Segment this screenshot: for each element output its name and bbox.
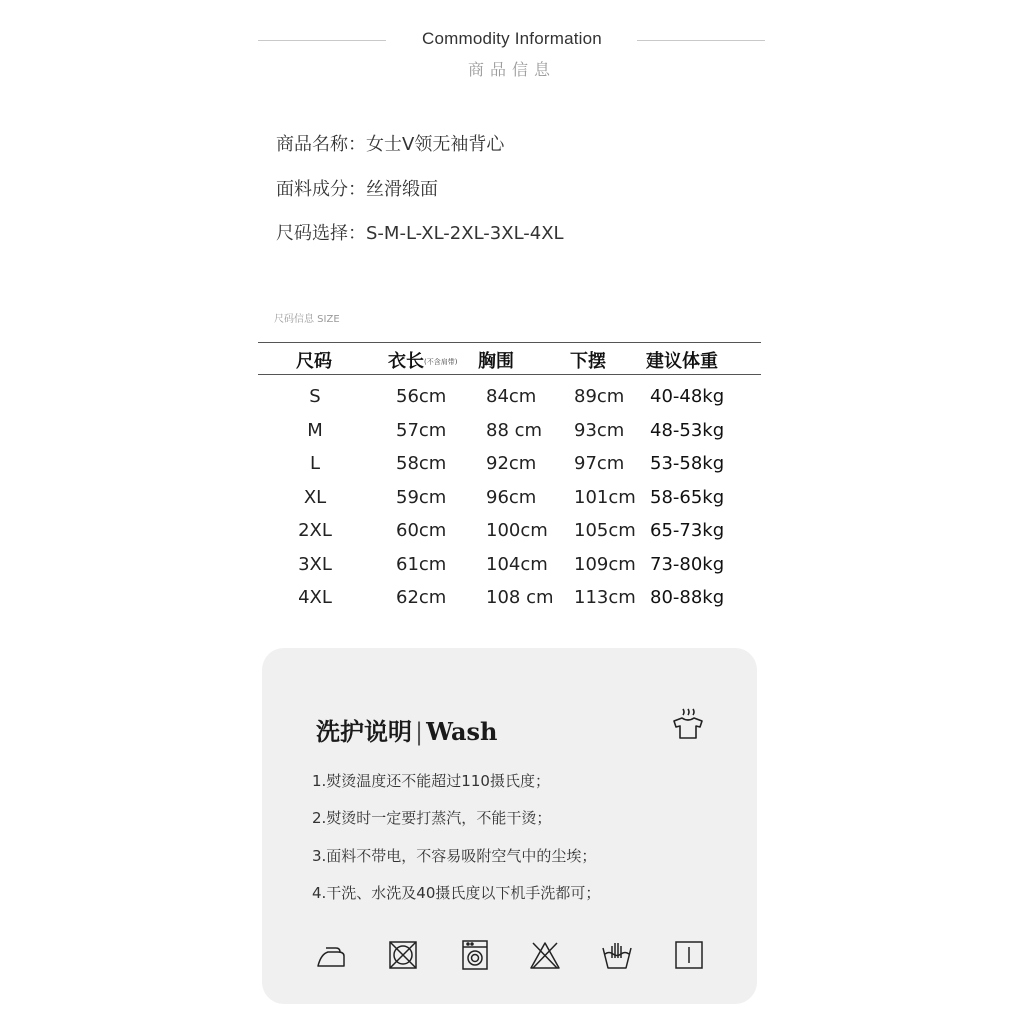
fabric-row [276,175,438,201]
size-cell-size: 4XL [298,587,332,608]
size-cell-hem: 109cm [574,553,636,575]
fabric-value: 丝滑缎面 [366,179,438,200]
table-header-line [258,374,761,375]
wash-title-cn: 洗护说明 [316,718,412,746]
size-cell-weight: 58-65kg [650,486,725,508]
table-top-line [258,342,761,343]
size-caption: 尺码信息 SIZE [274,314,340,325]
size-cell-hem: 97cm [574,453,625,474]
page-title: Commodity Information [422,29,602,48]
shirt-care-icon [670,706,706,742]
size-options-label: 尺码选择： [276,223,366,244]
size-cell-length: 60cm [396,520,447,541]
size-cell-chest: 100cm [486,520,548,541]
header-chest: 胸围 [478,351,514,372]
wash-title [316,712,497,747]
size-cell-weight: 65-73kg [650,520,725,541]
size-cell-weight: 73-80kg [650,553,725,575]
size-cell-size: M [307,419,323,441]
size-cell-hem: 105cm [574,520,636,541]
wash-item: 4.干洗、水洗及40摄氏度以下机手洗都可； [312,884,601,902]
header-length [388,347,457,373]
size-cell-hem: 89cm [574,386,625,407]
product-name-row [276,130,504,156]
product-name-label: 商品名称： [276,134,366,155]
size-cell-length: 62cm [396,587,447,608]
size-cell-hem: 113cm [574,587,636,608]
size-cell-weight: 48-53kg [650,419,725,441]
size-cell-size: 3XL [298,553,332,575]
fabric-label: 面料成分： [276,179,366,200]
wash-item: 1.熨烫温度还不能超过110摄氏度； [312,772,550,790]
size-cell-chest: 92cm [486,453,537,474]
size-cell-chest: 88 cm [486,419,543,441]
no-bleach-icon [528,938,562,972]
size-cell-hem: 101cm [574,486,636,508]
size-cell-size: 2XL [298,520,332,541]
size-cell-chest: 84cm [486,386,537,407]
size-cell-chest: 104cm [486,553,548,575]
hand-wash-icon [600,938,634,972]
size-options-value: S-M-L-XL-2XL-3XL-4XL [366,223,564,244]
wash-title-separator: | [415,718,424,746]
iron-icon [314,938,348,972]
header-weight: 建议体重 [646,351,718,372]
size-cell-hem: 93cm [574,419,625,441]
size-cell-chest: 108 cm [486,587,554,608]
size-cell-weight: 40-48kg [650,386,725,407]
size-cell-length: 56cm [396,386,447,407]
size-cell-size: XL [303,486,327,508]
size-cell-chest: 96cm [486,486,537,508]
size-cell-length: 59cm [396,486,447,508]
header-size: 尺码 [296,351,332,372]
wash-item: 2.熨烫时一定要打蒸汽，不能干烫； [312,809,552,827]
size-cell-weight: 53-58kg [650,453,725,474]
machine-wash-icon [458,938,492,972]
size-cell-weight: 80-88kg [650,587,725,608]
size-cell-length: 57cm [396,419,447,441]
size-cell-length: 61cm [396,553,447,575]
product-name-value: 女士V领无袖背心 [366,134,505,155]
page-subtitle: 商品信息 [467,60,556,79]
header-length-label: 衣长 [388,351,424,372]
size-cell-size: S [309,386,321,407]
header-hem: 下摆 [570,351,606,372]
hang-dry-icon [672,938,706,972]
header-length-note: (不含肩带) [424,358,458,366]
size-options-row [276,219,564,245]
wash-title-en: Wash [426,717,498,746]
size-cell-size: L [309,453,321,474]
size-cell-length: 58cm [396,453,447,474]
wash-item: 3.面料不带电，不容易吸附空气中的尘埃； [312,847,597,865]
no-tumble-dry-icon [386,938,420,972]
